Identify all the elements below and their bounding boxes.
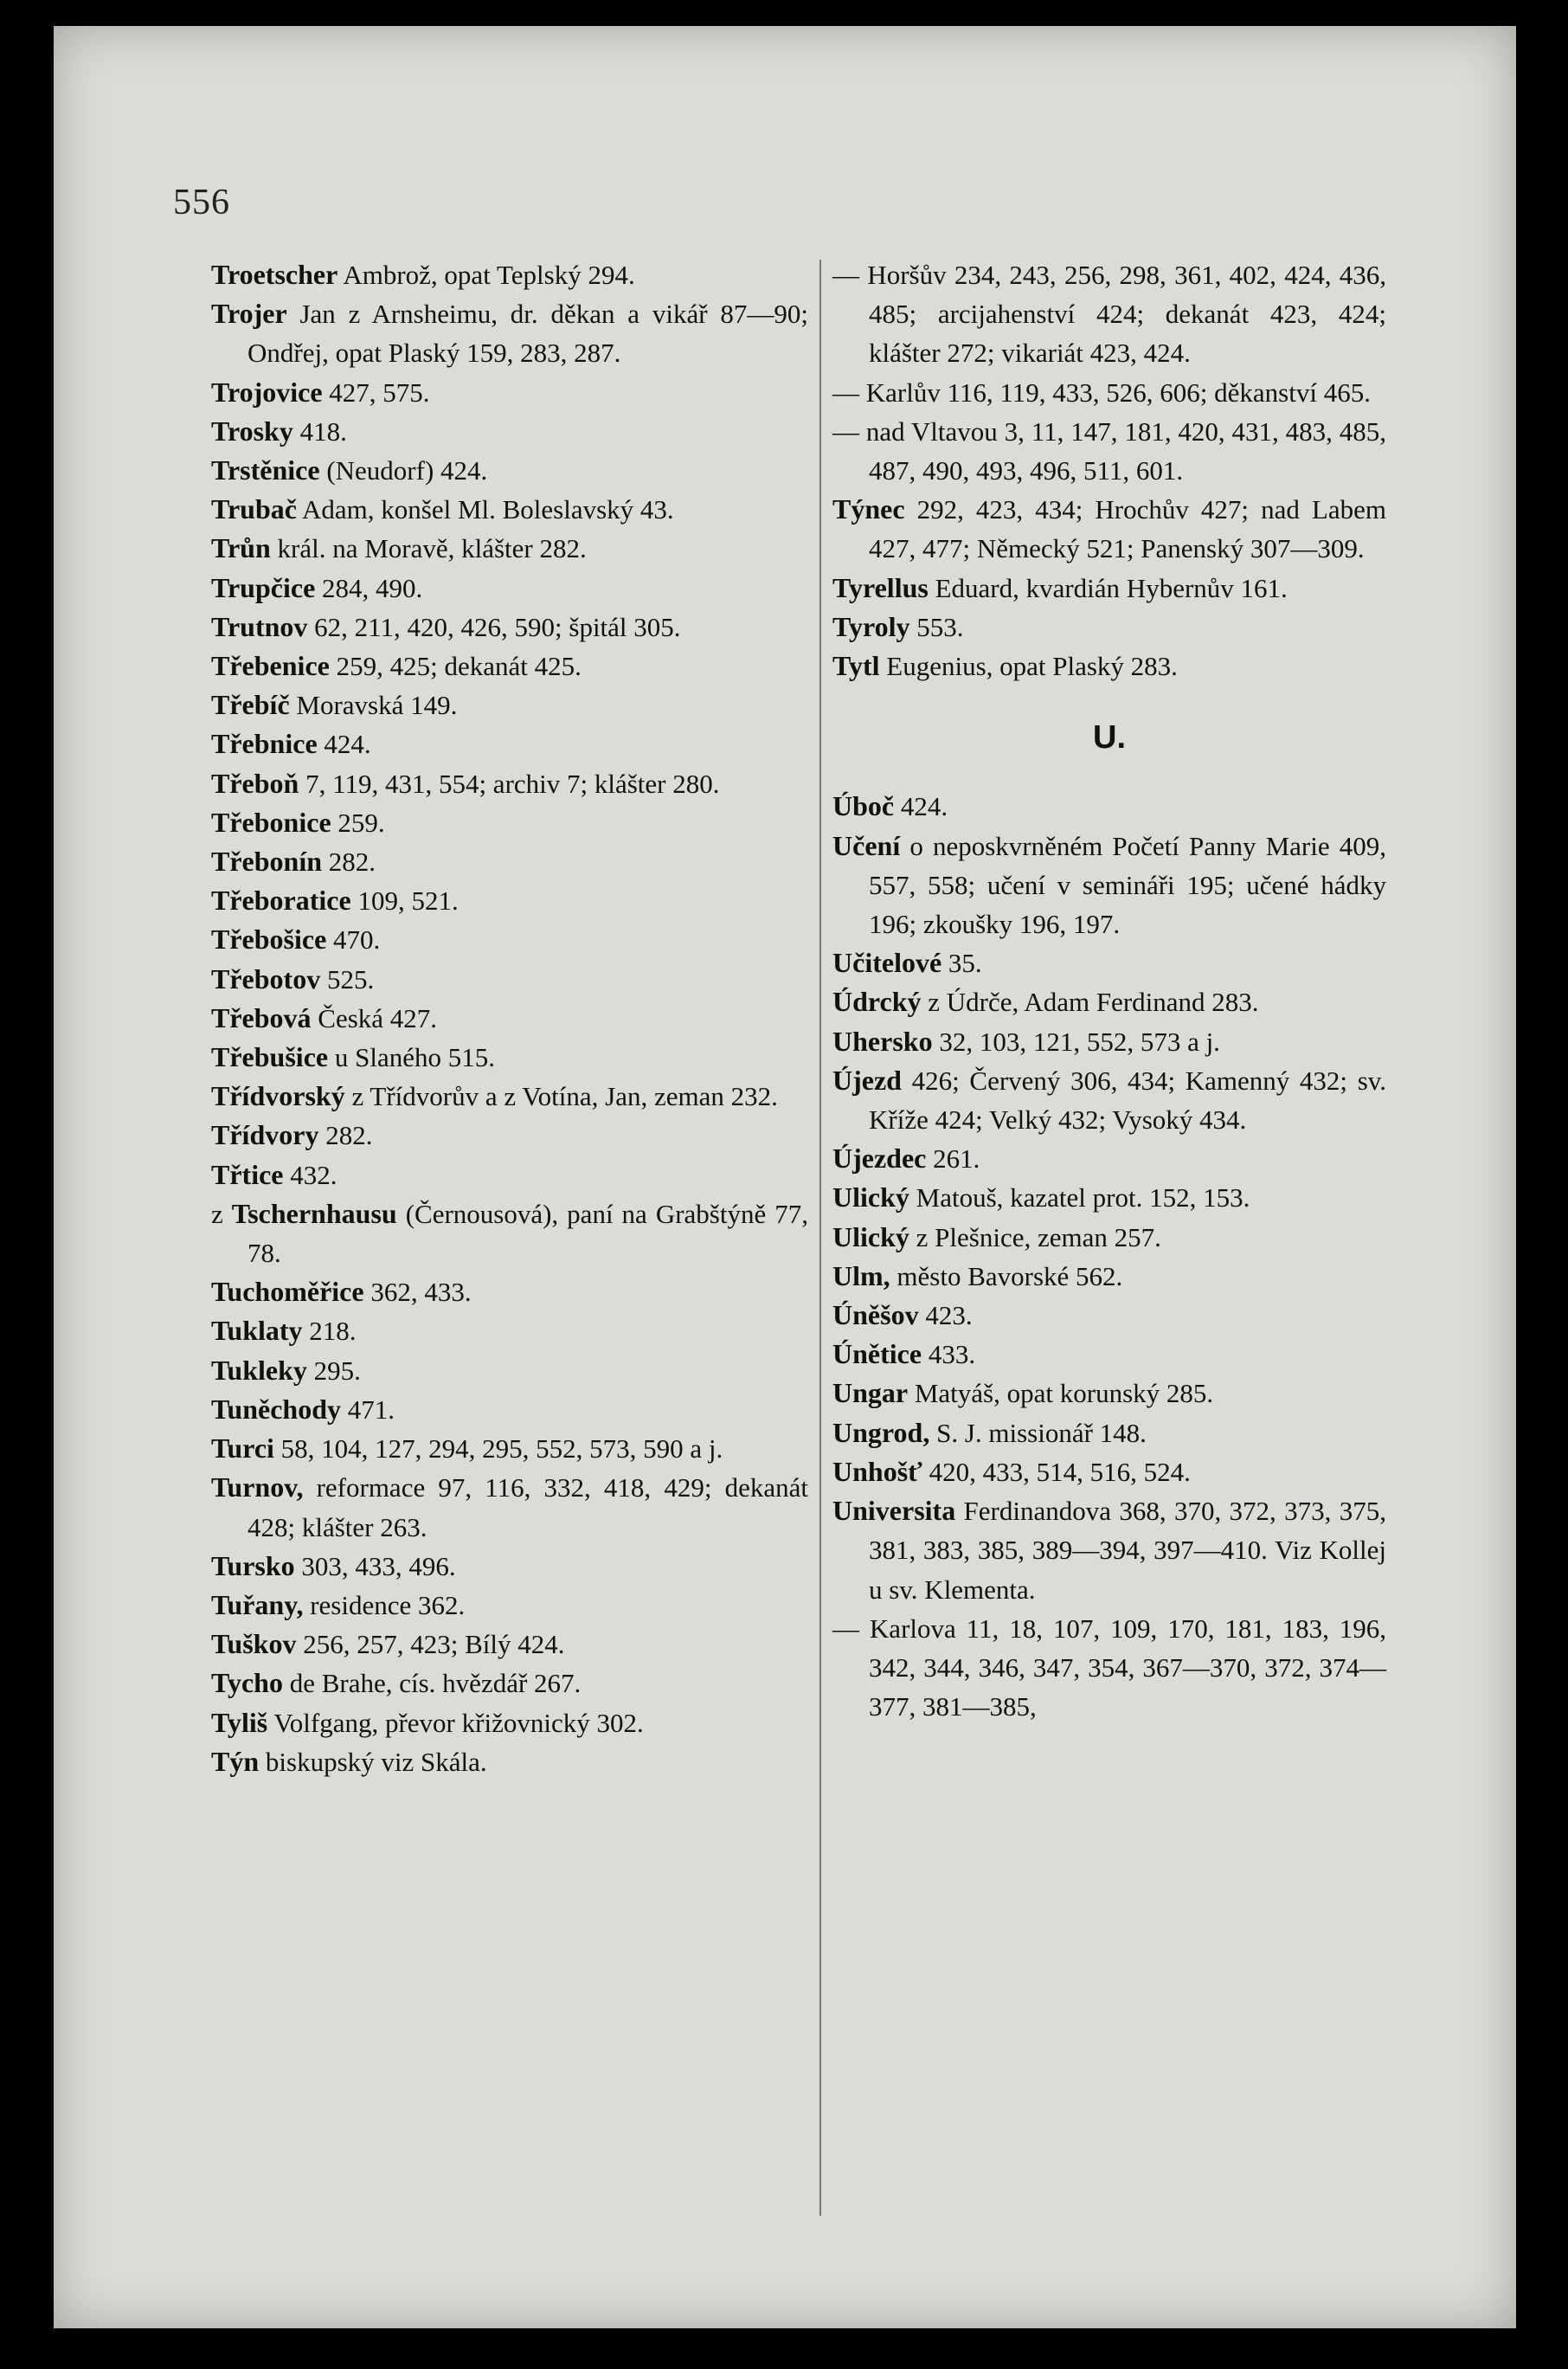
entry-headword: Trutnov: [211, 610, 308, 642]
entry-text: z Údrče, Adam Ferdinand 283.: [921, 987, 1259, 1018]
entry-headword: Třeboň: [211, 767, 299, 799]
entry-headword: Třebotov: [211, 962, 321, 995]
entry-text: 282.: [322, 847, 376, 878]
page-number: 556: [173, 183, 230, 222]
entry-headword: Troetscher: [211, 259, 338, 290]
index-entry: [832, 1061, 1386, 1139]
index-entry: [211, 686, 808, 724]
entry-headword: Újezd: [832, 1064, 902, 1096]
entry-text: město Bavorské 562.: [890, 1260, 1123, 1291]
index-entry: [211, 1468, 808, 1546]
index-entry: [211, 881, 808, 920]
index-entry: [211, 647, 808, 686]
index-entry: [832, 982, 1386, 1021]
index-entry: [832, 1218, 1386, 1257]
entry-text: 432.: [283, 1159, 337, 1190]
entry-text: 418.: [292, 415, 347, 447]
entry-headword: Trůn: [211, 532, 271, 564]
entry-text: 109, 521.: [350, 885, 459, 917]
index-entry: [211, 608, 808, 647]
entry-headword: Třtice: [211, 1158, 284, 1190]
entry-headword: Úněšov: [832, 1299, 919, 1331]
index-entry: [211, 1742, 808, 1781]
entry-headword: Trojovice: [211, 376, 323, 408]
index-entry: [832, 647, 1386, 686]
entry-text: Eduard, kvardián Hybernův 161.: [928, 572, 1288, 603]
entry-headword: Tursko: [211, 1549, 295, 1581]
entry-text: 423.: [918, 1300, 973, 1331]
entry-text: 261.: [926, 1143, 980, 1175]
entry-headword: Újezdec: [832, 1143, 927, 1175]
entry-headword: Ulický: [832, 1220, 909, 1252]
index-entry: [211, 1703, 808, 1742]
entry-headword: Týn: [211, 1745, 260, 1777]
entry-headword: Trupčice: [211, 571, 316, 603]
book-page: [54, 26, 1516, 2328]
index-entry: [832, 1296, 1386, 1335]
entry-text: 303, 433, 496.: [294, 1550, 456, 1581]
index-entry: [832, 569, 1386, 608]
entry-headword: Uhersko: [832, 1025, 933, 1057]
entry-text: z Plešnice, zeman 257.: [909, 1221, 1161, 1252]
entry-headword: Třídvorský: [211, 1080, 345, 1112]
index-entries-t-continued: [832, 255, 1386, 686]
entry-text: 471.: [341, 1394, 395, 1425]
index-entry: [211, 1077, 808, 1116]
entry-headword: Tuřany,: [211, 1588, 304, 1620]
index-entry: [211, 255, 808, 294]
entry-headword: Ungar: [832, 1377, 909, 1409]
entry-text: Česká 427.: [311, 1002, 438, 1033]
entry-text: — nad Vltavou 3, 11, 147, 181, 420, 431, 483, 485, 487, 490, 493, 496, 511, 601.: [832, 415, 1386, 486]
entry-text: Jan z Arnsheimu, dr. děkan a vikář 87—90; Ondřej, opat Plaský 159, 283, 287.: [247, 299, 808, 369]
entry-headword: Třídvory: [211, 1119, 319, 1151]
index-entry: [211, 490, 808, 529]
entry-text: Adam, konšel Ml. Boleslavský 43.: [296, 494, 674, 525]
entry-text: Moravská 149.: [289, 690, 458, 721]
entry-text: 259.: [331, 807, 385, 838]
entry-text: Matyáš, opat korunský 285.: [908, 1378, 1214, 1409]
index-entry: [211, 764, 808, 803]
entry-text: Eugenius, opat Plaský 283.: [879, 651, 1178, 682]
entry-text: 32, 103, 121, 552, 573 a j.: [932, 1026, 1220, 1057]
entry-text: S. J. missionář 148.: [929, 1417, 1147, 1448]
entry-headword: Třebušice: [211, 1041, 329, 1073]
entry-headword: Třebová: [211, 1001, 312, 1033]
index-entry: [211, 920, 808, 959]
index-entry: [211, 1194, 808, 1272]
index-entry: [211, 724, 808, 763]
entry-headword: Údrcký: [832, 986, 922, 1018]
index-entry: [832, 827, 1386, 944]
entry-headword: Trstěnice: [211, 454, 320, 486]
entry-headword: Tuchoměřice: [211, 1276, 364, 1308]
entry-text: z Třídvorův a z Votína, Jan, zeman 232.: [344, 1081, 778, 1112]
index-entry: [211, 412, 808, 451]
index-entries-u: [832, 787, 1386, 1726]
entry-headword: Únětice: [832, 1338, 922, 1370]
index-entry: [211, 1586, 808, 1625]
entry-headword: Třebonice: [211, 806, 331, 838]
entry-text: 256, 257, 423; Bílý 424.: [296, 1629, 565, 1660]
entry-text: Ambrož, opat Teplský 294.: [337, 260, 635, 290]
entry-text: 295.: [306, 1355, 361, 1386]
entry-text: 426; Červený 306, 434; Kamenný 432; sv. Kříže 424; Velký 432; Vysoký 434.: [869, 1065, 1386, 1136]
entry-headword: Ulický: [832, 1181, 909, 1213]
entry-text: 284, 490.: [315, 572, 423, 603]
index-entry: [832, 1452, 1386, 1491]
entry-headword: Tyrellus: [832, 571, 929, 603]
entry-headword: Tuklaty: [211, 1315, 303, 1347]
entry-prefix: z: [211, 1198, 232, 1229]
entry-text: král. na Moravě, klášter 282.: [270, 533, 587, 564]
index-entry: [211, 999, 808, 1038]
index-entry: [211, 373, 808, 412]
entry-headword: Tuněchody: [211, 1393, 341, 1425]
entry-headword: Unhošť: [832, 1455, 922, 1487]
entry-headword: Turnov,: [211, 1471, 304, 1503]
index-entry: [211, 1038, 808, 1077]
index-entry: [211, 1156, 808, 1194]
index-column-left: [211, 255, 808, 1781]
entry-headword: Tukleky: [211, 1354, 307, 1386]
entry-headword: Ulm,: [832, 1259, 890, 1291]
entry-text: (Neudorf) 424.: [319, 455, 488, 486]
index-entry: [211, 569, 808, 608]
index-entry: [832, 1609, 1386, 1727]
entry-text: 433.: [922, 1339, 976, 1370]
index-entry: [832, 787, 1386, 826]
entry-headword: Třebíč: [211, 689, 290, 721]
entry-headword: Trosky: [211, 415, 293, 447]
index-entry: [211, 529, 808, 568]
entry-text: — Horšův 234, 243, 256, 298, 361, 402, 424, 436, 485; arcijahenství 424; dekanát 423, 424; klášter 272; vikariát 423, 424.: [832, 260, 1386, 369]
index-entry: [832, 1178, 1386, 1217]
entry-headword: Tyliš: [211, 1706, 268, 1738]
entry-text: 470.: [326, 924, 381, 956]
entry-headword: Trubač: [211, 493, 297, 525]
index-entry: [832, 373, 1386, 412]
section-letter-u: U.: [1093, 719, 1126, 756]
entry-text: 35.: [941, 948, 982, 979]
entry-text: 58, 104, 127, 294, 295, 552, 573, 590 a j.: [273, 1433, 723, 1465]
entry-text: reformace 97, 116, 332, 418, 429; dekanát 428; klášter 263.: [247, 1472, 808, 1542]
entry-text: residence 362.: [303, 1589, 466, 1620]
index-entry: [832, 943, 1386, 982]
entry-text: 218.: [302, 1316, 357, 1347]
index-entry: [832, 1139, 1386, 1178]
index-entry: [832, 1335, 1386, 1374]
index-entry: [832, 1491, 1386, 1609]
index-entry: [211, 1664, 808, 1703]
entry-text: (Černousová), paní na Grabštýně 77, 78.: [247, 1198, 808, 1269]
column-divider: [819, 260, 821, 2216]
entry-text: 62, 211, 420, 426, 590; špitál 305.: [307, 611, 681, 642]
index-entry: [832, 1022, 1386, 1061]
index-entry: [211, 451, 808, 490]
entry-text: — Karlova 11, 18, 107, 109, 170, 181, 183, 196, 342, 344, 346, 347, 354, 367—370, 372, 374—377, 381—385,: [832, 1613, 1386, 1722]
entry-headword: Učení: [832, 829, 901, 861]
index-entry: [211, 1625, 808, 1664]
entry-text: — Karlův 116, 119, 433, 526, 606; děkanství 465.: [832, 377, 1371, 408]
index-entry: [211, 960, 808, 999]
entry-text: 420, 433, 514, 516, 524.: [922, 1456, 1191, 1487]
entry-text: 525.: [320, 963, 375, 995]
entry-headword: Tyroly: [832, 610, 910, 642]
entry-headword: Třebnice: [211, 728, 318, 760]
entry-text: de Brahe, cís. hvězdář 267.: [282, 1668, 582, 1699]
entry-headword: Týnec: [832, 493, 905, 525]
index-entry: [832, 412, 1386, 490]
index-entry: [211, 294, 808, 372]
entry-headword: Učitelové: [832, 947, 942, 979]
index-entry: [832, 1374, 1386, 1413]
entry-headword: Universita: [832, 1495, 956, 1527]
index-entry: [832, 490, 1386, 568]
index-entry: [211, 1351, 808, 1390]
index-entry: [832, 1413, 1386, 1452]
entry-text: 282.: [318, 1120, 373, 1151]
entry-headword: Třebenice: [211, 650, 330, 682]
entry-text: 292, 423, 434; Hrochův 427; nad Labem 427, 477; Německý 521; Panenský 307—309.: [869, 494, 1386, 564]
index-entry: [211, 1390, 808, 1429]
entry-headword: Třeboratice: [211, 885, 351, 917]
entry-text: Matouš, kazatel prot. 152, 153.: [909, 1182, 1250, 1213]
index-entry: [211, 1311, 808, 1350]
entry-headword: Turci: [211, 1432, 274, 1465]
entry-headword: Tytl: [832, 650, 880, 682]
entry-headword: Úboč: [832, 790, 895, 822]
entry-text: 7, 119, 431, 554; archiv 7; klášter 280.: [299, 768, 720, 799]
entry-headword: Trojer: [211, 298, 287, 330]
entry-text: biskupský viz Skála.: [259, 1746, 487, 1777]
index-entry: [211, 1272, 808, 1311]
index-entry: [211, 1547, 808, 1586]
index-entry: [832, 255, 1386, 373]
entry-headword: Třebošice: [211, 924, 327, 956]
entry-text: 259, 425; dekanát 425.: [329, 651, 582, 682]
index-entry: [211, 1116, 808, 1155]
entry-text: 553.: [909, 611, 964, 642]
entry-text: 424.: [317, 729, 371, 760]
entry-text: o neposkvrněném Početí Panny Marie 409, 557, 558; učení v semináři 195; učené hádky 196; zkoušky 196, 197.: [869, 830, 1386, 940]
entry-headword: Tuškov: [211, 1628, 297, 1660]
entry-text: 424.: [894, 791, 948, 822]
entry-text: Volfgang, převor křižovnický 302.: [267, 1707, 644, 1738]
index-entry: [832, 608, 1386, 647]
entry-text: 427, 575.: [322, 377, 430, 408]
entry-headword: Třebonín: [211, 846, 323, 878]
entry-headword: Tycho: [211, 1667, 283, 1699]
index-entry: [832, 1257, 1386, 1296]
entry-text: u Slaného 515.: [328, 1042, 495, 1073]
entry-text: 362, 433.: [363, 1277, 472, 1308]
index-entry: [211, 842, 808, 881]
entry-text: Ferdinandova 368, 370, 372, 373, 375, 381, 383, 385, 389—394, 397—410. Viz Kollej u sv. Klementa.: [869, 1496, 1386, 1605]
index-entry: [211, 803, 808, 842]
index-column-right: [832, 255, 1386, 1726]
entry-headword: Tschernhausu: [231, 1197, 397, 1229]
entry-headword: Ungrod,: [832, 1416, 930, 1448]
index-entry: [211, 1429, 808, 1468]
